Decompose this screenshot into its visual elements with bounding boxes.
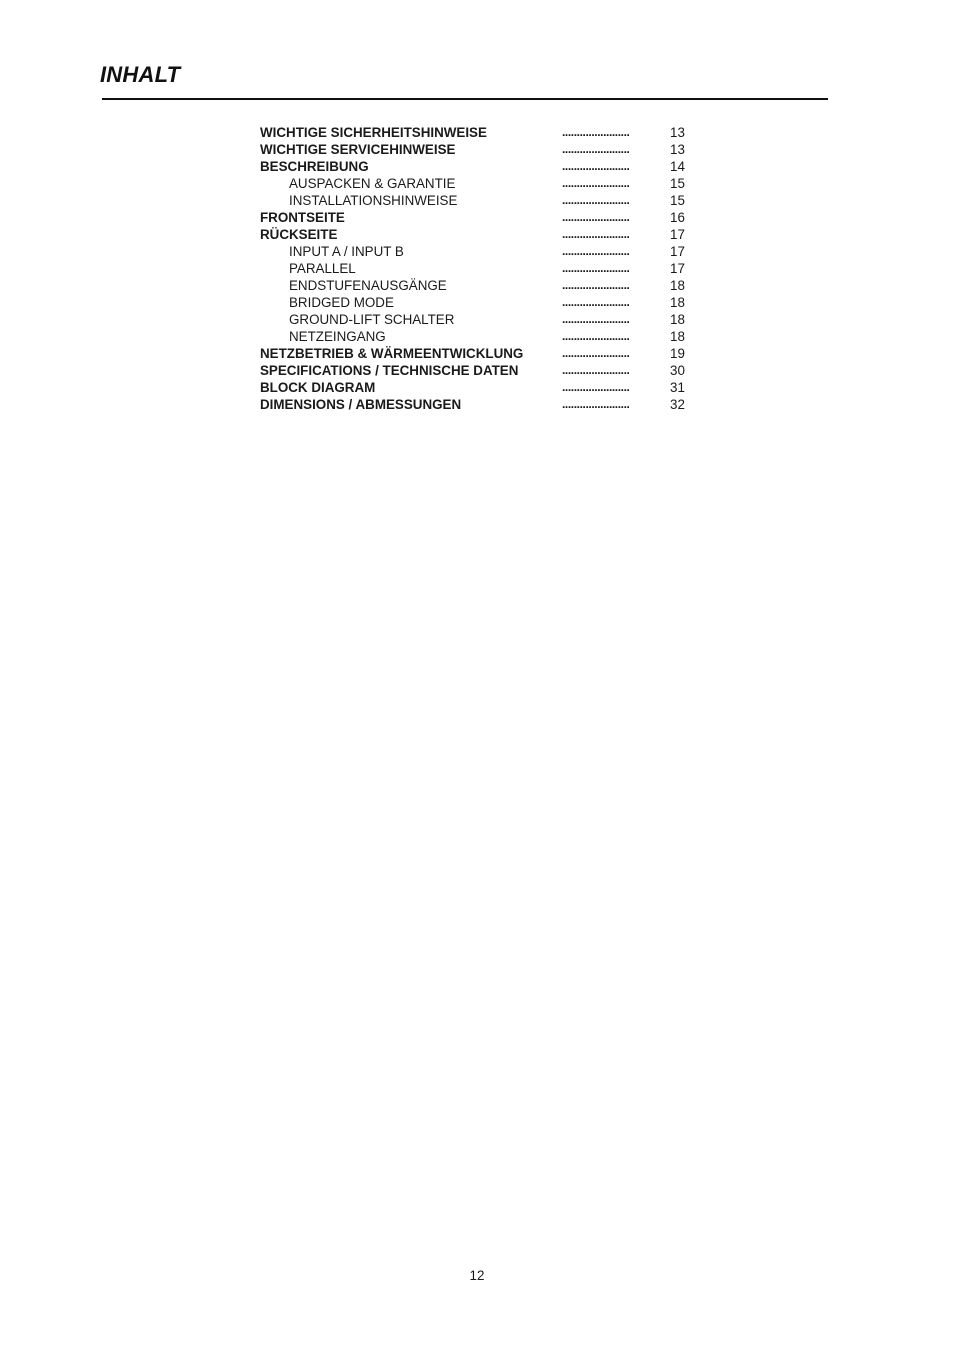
toc-entry[interactable] [260,124,700,141]
toc-entry-leader: ....................... [562,125,630,139]
toc-entry-page: 17 [670,261,685,276]
page-number: 12 [469,1268,485,1283]
toc-entry-page: 14 [670,159,685,174]
toc-entry-label: ENDSTUFENAUSGÄNGE [289,278,447,293]
toc-entry-page: 17 [670,227,685,242]
toc-entry-page: 19 [670,346,685,361]
toc-entry-label: GROUND-LIFT SCHALTER [289,312,455,327]
toc-entry-leader: ....................... [562,329,630,343]
toc-entry-leader: ....................... [562,397,630,411]
toc-entry-label: INPUT A / INPUT B [289,244,404,259]
toc-entry-label: RÜCKSEITE [260,227,338,242]
toc-entry-page: 18 [670,312,685,327]
toc-entry[interactable] [260,396,700,413]
toc-entry-label: WICHTIGE SICHERHEITSHINWEISE [260,125,487,140]
toc-entry[interactable] [260,243,700,260]
toc-entry-label: FRONTSEITE [260,210,345,225]
toc-entry[interactable] [260,158,700,175]
toc-entry[interactable] [260,192,700,209]
toc-entry-label: PARALLEL [289,261,356,276]
toc-entry[interactable] [260,328,700,345]
toc-entry[interactable] [260,141,700,158]
toc-entry-page: 16 [670,210,685,225]
toc-entry-leader: ....................... [562,244,630,258]
toc-entry-page: 31 [670,380,685,395]
toc-entry-leader: ....................... [562,261,630,275]
toc-entry[interactable] [260,277,700,294]
toc-entry-label: NETZEINGANG [289,329,386,344]
toc-entry-leader: ....................... [562,346,630,360]
toc-entry-leader: ....................... [562,278,630,292]
toc-entry[interactable] [260,209,700,226]
toc-entry-leader: ....................... [562,193,630,207]
toc-entry-page: 15 [670,176,685,191]
toc-entry[interactable] [260,226,700,243]
toc-entry-label: AUSPACKEN & GARANTIE [289,176,456,191]
toc-entry-leader: ....................... [562,295,630,309]
toc-entry-page: 13 [670,142,685,157]
toc-entry-label: NETZBETRIEB & WÄRMEENTWICKLUNG [260,346,524,361]
title-divider [102,98,828,100]
toc-entry-page: 18 [670,295,685,310]
toc-entry[interactable] [260,379,700,396]
toc-entry-leader: ....................... [562,176,630,190]
toc-entry-page: 17 [670,244,685,259]
toc-entry-leader: ....................... [562,312,630,326]
table-of-contents [260,124,700,413]
toc-entry[interactable] [260,311,700,328]
toc-entry-leader: ....................... [562,159,630,173]
toc-entry-label: DIMENSIONS / ABMESSUNGEN [260,397,462,412]
toc-entry-label: BLOCK DIAGRAM [260,380,376,395]
toc-entry-page: 30 [670,363,685,378]
toc-entry[interactable] [260,294,700,311]
toc-entry-leader: ....................... [562,380,630,394]
toc-entry-page: 18 [670,329,685,344]
toc-entry-page: 13 [670,125,685,140]
toc-entry-leader: ....................... [562,142,630,156]
toc-entry-leader: ....................... [562,227,630,241]
toc-entry[interactable] [260,260,700,277]
toc-entry-page: 15 [670,193,685,208]
toc-entry-leader: ....................... [562,363,630,377]
toc-entry[interactable] [260,362,700,379]
toc-entry-page: 32 [670,397,685,412]
toc-entry-label: BESCHREIBUNG [260,159,369,174]
toc-entry-label: SPECIFICATIONS / TECHNISCHE DATEN [260,363,519,378]
toc-entry-leader: ....................... [562,210,630,224]
toc-entry[interactable] [260,345,700,362]
toc-entry-label: INSTALLATIONSHINWEISE [289,193,458,208]
toc-entry[interactable] [260,175,700,192]
toc-entry-page: 18 [670,278,685,293]
page-title: INHALT [100,62,181,87]
toc-entry-label: WICHTIGE SERVICEHINWEISE [260,142,456,157]
toc-entry-label: BRIDGED MODE [289,295,394,310]
